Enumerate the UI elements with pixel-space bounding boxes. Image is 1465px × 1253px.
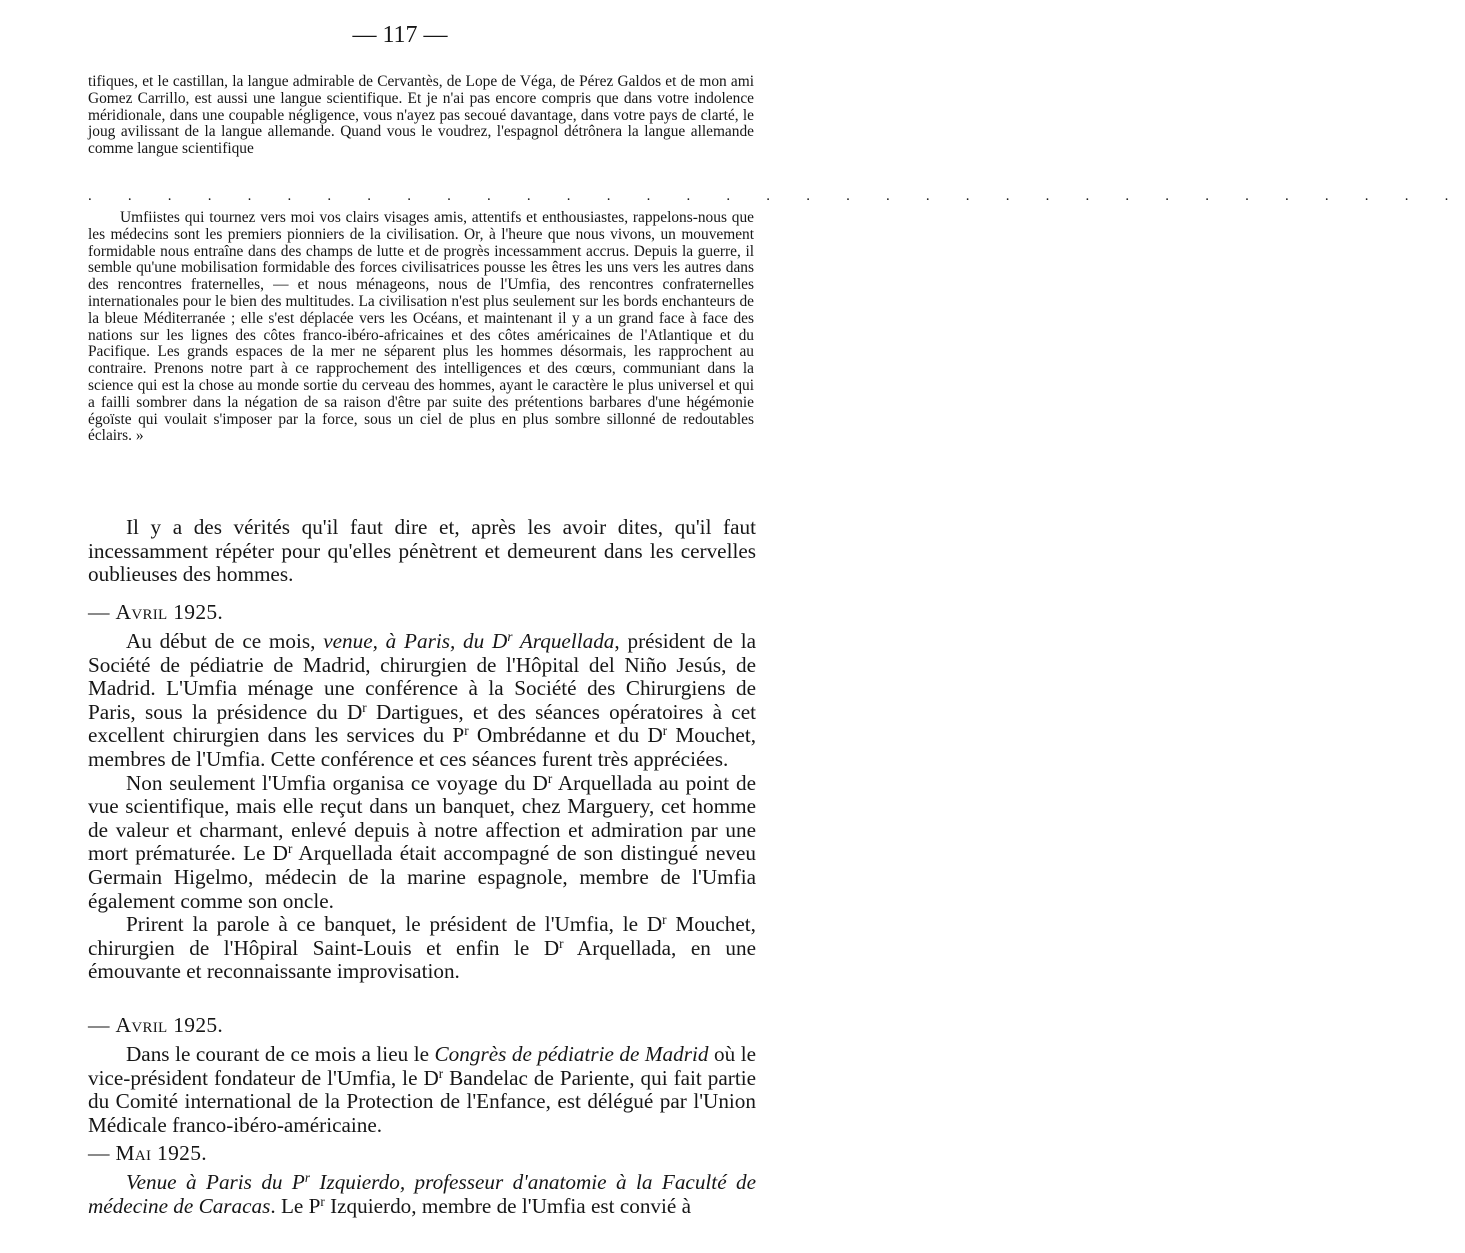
superscript: r <box>559 935 564 951</box>
text-run: Non seulement l'Umfia organisa ce voyage du D <box>126 770 548 795</box>
ellipsis-row: . . . . . . . . . . . . . . . . . . . . . . . . . . . . . . . . . . . <box>88 188 1465 204</box>
entry-paragraph <box>88 913 756 984</box>
superscript: r <box>662 911 667 927</box>
text-run: Arquellada au point de vue scientifique, mais elle reçut dans un banquet, chez Marguery, cet homme de valeur et charmant, enlevé depuis à notre affection et admiration par une mort prématurée. Le D <box>88 770 757 866</box>
heading-dash: — <box>88 600 110 624</box>
verites-paragraph <box>88 516 756 587</box>
text-run: Venue à Paris du P <box>126 1170 305 1194</box>
heading-dash: — <box>88 1141 110 1165</box>
page-number: — 117 — <box>352 22 448 48</box>
text-run: Au début de ce mois, <box>126 629 324 653</box>
text-run: Arquellada <box>512 629 615 653</box>
entry-avril-2 <box>88 1043 756 1137</box>
text-run: venue, à Paris, du D <box>323 629 508 653</box>
text-run: Dans le courant de ce mois a lieu le <box>126 1042 435 1066</box>
superscript: r <box>507 628 513 644</box>
superscript: r <box>320 1193 325 1209</box>
entry-avril-1 <box>88 630 756 984</box>
superscript: r <box>464 723 469 739</box>
italic-run <box>323 629 614 653</box>
date-heading-avril-2 <box>88 1013 223 1038</box>
quote-continuation-text: tifiques, et le castillan, la langue admirable de Cervantès, de Lope de Véga, de Pérez Galdos et de mon ami Gomez Carrillo, est aussi une langue scientifique. Et je n'ai pas encore compris que dans votre indolence méridionale, dans une coupable négligence, vous n'ayez pas secoué davantage, dans votre pays de clarté, le joug avilissant de la langue allemande. Quand vous le voudrez, l'espagnol détrônera la langue allemande comme langue scientifique <box>88 73 754 158</box>
text-run: Izquierdo, membre de l'Umfia est convié à <box>324 1193 692 1218</box>
superscript: r <box>438 1065 444 1081</box>
text-run: Prirent la parole à ce banquet, le président de l'Umfia, le D <box>126 912 663 937</box>
entry-mai <box>88 1171 756 1218</box>
date-heading-avril-1 <box>88 600 223 625</box>
quote-continuation <box>88 74 754 158</box>
verites-text: Il y a des vérités qu'il faut dire et, après les avoir dites, qu'il faut incessamment répéter pour qu'elles pénètrent et demeurent dans les cervelles oublieuses des hommes. <box>88 515 756 587</box>
heading-dash: — <box>88 1013 110 1037</box>
text-run: Arquellada était accompagné de son distingué neveu Germain Higelmo, médecin de la marine espagnole, membre de l'Umfia également comme son oncle. <box>88 841 756 913</box>
speech-quote <box>88 210 754 445</box>
entry-paragraph <box>88 630 756 772</box>
text-run: . Le P <box>270 1193 321 1218</box>
heading-month: Avril <box>115 1013 168 1037</box>
entry-paragraph <box>88 1171 756 1218</box>
superscript: r <box>662 723 668 739</box>
entry-paragraph <box>88 1043 756 1137</box>
text-run: , président de la Société de pédiatrie de Madrid, chirurgien de l'Hôpital del Niño Jesús, de Madrid. L'Umfia ménage une conférence à la Société des Chirurgiens de Paris, sous la présidence du D <box>88 629 756 724</box>
superscript: r <box>547 770 553 786</box>
heading-year: 1925. <box>173 1013 224 1037</box>
text-run: Ombrédanne et du D <box>468 723 663 748</box>
superscript: r <box>287 841 293 857</box>
entry-paragraph <box>88 772 756 914</box>
text-run: Bandelac de Pariente, qui fait partie du Comité international de la Protection de l'Enfance, est délégué par l'Union Médicale franco-ibéro-américaine. <box>88 1065 757 1137</box>
speech-quote-text: Umfiistes qui tournez vers moi vos clairs visages amis, attentifs et enthousiastes, rappelons-nous que les médecins sont les premiers pionniers de la civilisation. Or, à l'heure que nous vivons, un mouvement formidable nous entraîne dans des champs de lutte et de progrès incessamment accrus. Depuis la guerre, il semble qu'une mobilisation formidable des forces civilisatrices pousse les êtres les uns vers les autres dans des rencontres fraternelles, — et nous ménageons, nous de l'Umfia, des rencontres confraternelles internationales pour le bien des multitudes. La civilisation n'est plus seulement sur les bords enchanteurs de la bleue Méditerranée ; elle s'est déplacée vers les Océans, et maintenant il y a un grand face à face des nations sur les lignes des côtes franco-ibéro-africaines et des côtes américaines de l'Atlantique et du Pacifique. Les grands espaces de la mer ne séparent plus les hommes désormais, les rapprochent au contraire. Prenons notre part à ce rapprochement des intelligences et des cœurs, communiant dans la science qui est la chose au monde sortie du cerveau des hommes, ayant le caractère le plus universel et qui a failli sombrer dans la négation de sa raison d'être par suite des prétentions barbares d'une hégémonie égoïste qui voulait s'imposer par la force, sous un ciel de plus en plus sombre sillonné de redoutables éclairs. » <box>88 209 754 445</box>
text-run: Izquierdo, professeur d'anatomie à la Faculté de médecine de Caracas <box>88 1170 757 1218</box>
superscript: r <box>362 699 367 715</box>
text-run: où le vice-président fondateur de l'Umfia, le D <box>88 1042 757 1090</box>
heading-year: 1925. <box>157 1141 207 1165</box>
heading-month: Mai <box>115 1141 152 1165</box>
date-heading-mai <box>88 1141 207 1166</box>
heading-month: Avril <box>115 600 168 624</box>
text-run: Dartigues, et des séances opératoires à cet excellent chirurgien dans les services du P <box>88 699 757 748</box>
heading-year: 1925. <box>173 600 224 624</box>
text-run: Mouchet, membres de l'Umfia. Cette conférence et ces séances furent très appréciées. <box>88 723 756 771</box>
superscript: r <box>304 1169 310 1185</box>
italic-run: Congrès de pédiatrie de Madrid <box>434 1042 709 1066</box>
text-run: Mouchet, chirurgien de l'Hôpiral Saint-Louis et enfin le D <box>88 912 756 960</box>
text-run: Arquellada, en une émouvante et reconnaissante improvisation. <box>88 935 756 984</box>
